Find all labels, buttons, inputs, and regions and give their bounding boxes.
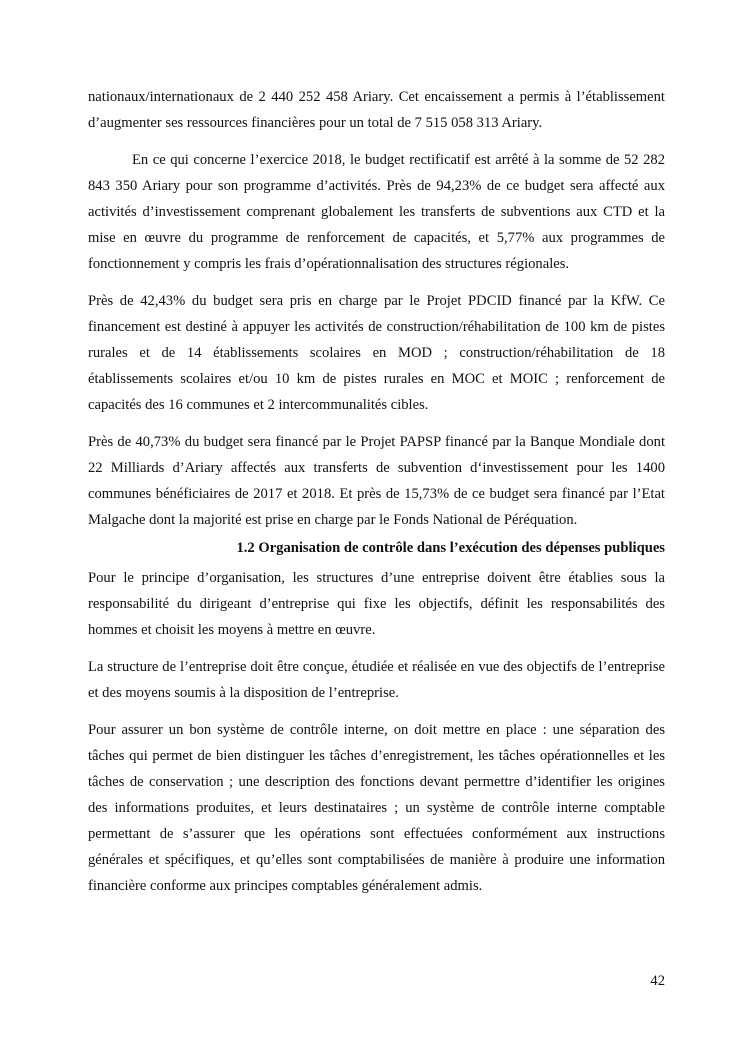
paragraph-pdcid: Près de 42,43% du budget sera pris en charge par le Projet PDCID financé par la KfW. Ce financement est destiné à appuyer les activités de construction/réhabilitation de 100 km de pistes rurales et de 14 établissements scolaires en MOD ; construction/réhabilitation de 18 établissements scolaires et/ou 10 km de pistes rurales en MOC et MOIC ; renforcement de capacités des 16 communes et 2 intercommunalités cibles. [88,293,665,413]
page-content [88,84,665,910]
paragraph-budget-2018: En ce qui concerne l’exercice 2018, le budget rectificatif est arrêté à la somme de 52 282 843 350 Ariary pour son programme d’activités. Près de 94,23% de ce budget sera affecté aux activités d’investissement comprenant globalement les transferts de subventions aux CTD et la mise en œuvre du programme de renforcement de capacités, et 5,77% aux programmes de fonctionnement y compris les frais d’opérationnalisation des structures régionales. [88,152,665,272]
section-heading: 1.2 Organisation de contrôle dans l’exécution des dépenses publiques [236,540,665,556]
paragraph-papsp: Près de 40,73% du budget sera financé par le Projet PAPSP financé par la Banque Mondiale dont 22 Milliards d’Ariary affectés aux transferts de subvention d‘investissement pour les 1400 communes bénéficiaires de 2017 et 2018. Et près de 15,73% de ce budget sera financé par l’Etat Malgache dont la majorité est prise en charge par le Fonds National de Péréquation. [88,434,665,528]
paragraph-organisation-principle: Pour le principe d’organisation, les structures d’une entreprise doivent être établies sous la responsabilité du dirigeant d’entreprise qui fixe les objectifs, définit les responsabilités des hommes et choisit les moyens à mettre en œuvre. [88,570,665,638]
page-number: 42 [650,973,665,989]
paragraph-continuation: nationaux/internationaux de 2 440 252 458 Ariary. Cet encaissement a permis à l’établissement d’augmenter ses ressources financières pour un total de 7 515 058 313 Ariary. [88,89,665,131]
paragraph-structure: La structure de l’entreprise doit être conçue, étudiée et réalisée en vue des objectifs de l’entreprise et des moyens soumis à la disposition de l’entreprise. [88,659,665,701]
paragraph-internal-control: Pour assurer un bon système de contrôle interne, on doit mettre en place : une séparation des tâches qui permet de bien distinguer les tâches d’enregistrement, les tâches opérationnelles et les tâches de conservation ; une description des fonctions devant permettre d’identifier les origines des informations produites, et leurs destinataires ; un système de contrôle interne comptable permettant de s’assurer que les opérations sont effectuées conformément aux instructions générales et spécifiques, et qu’elles sont comptabilisées de manière à produire une information financière conforme aux principes comptables généralement admis. [88,722,665,894]
